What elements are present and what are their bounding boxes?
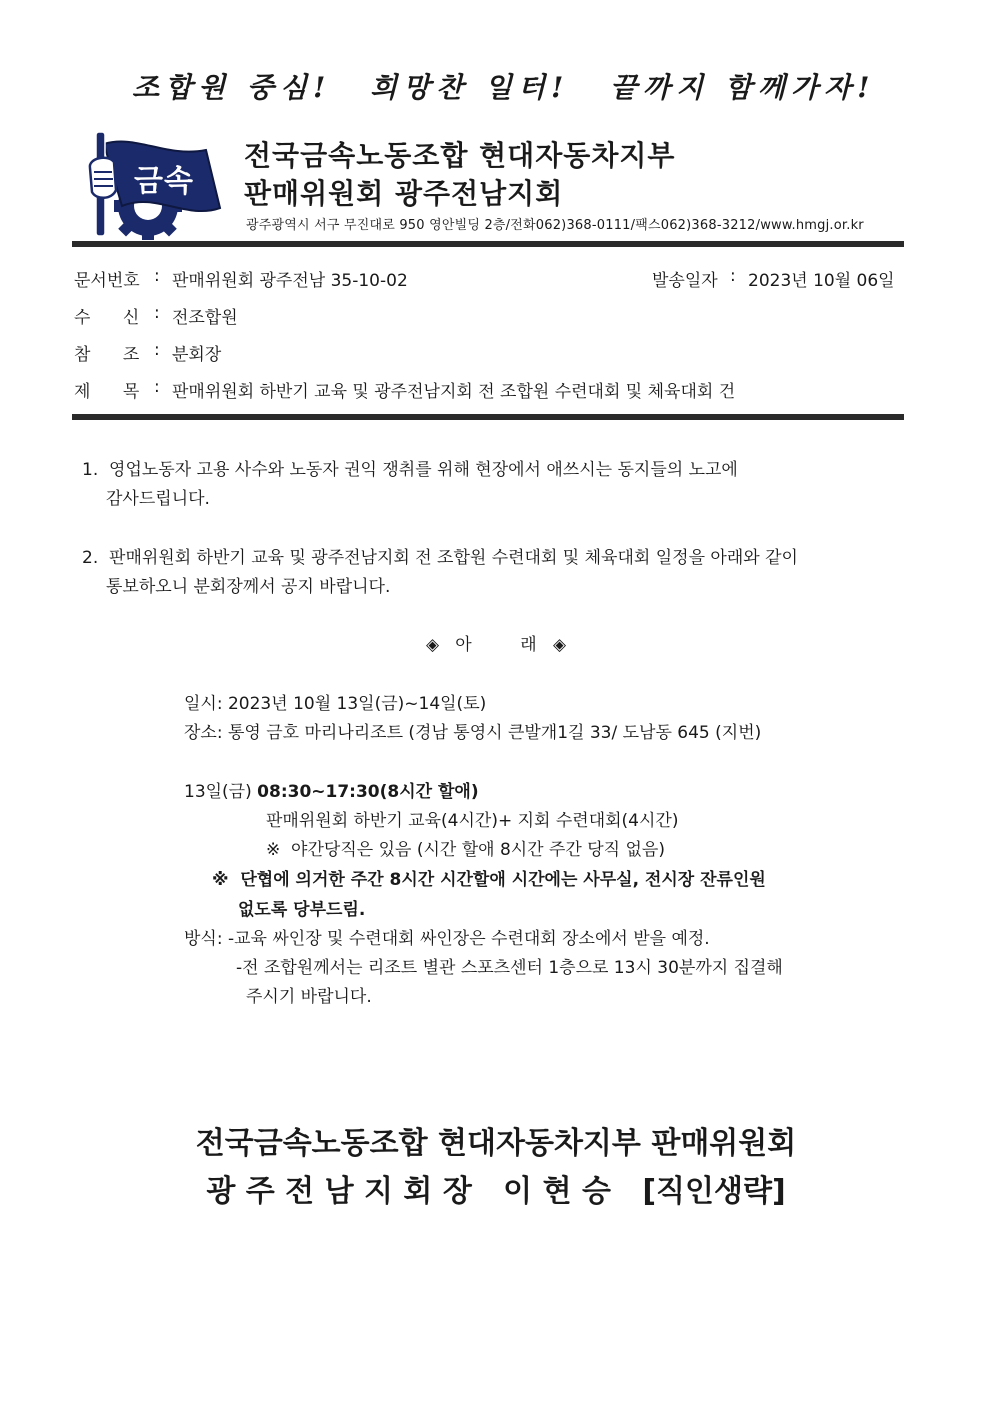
colon: :	[154, 340, 160, 360]
colon: :	[730, 266, 736, 286]
notice-line1: ※ 단협에 의거한 주간 8시간 시간할애 시간에는 사무실, 전시장 잔류인원	[212, 870, 766, 890]
method-line3: 주시기 바랍니다.	[246, 987, 372, 1007]
header-rule-top	[72, 241, 904, 247]
reference-label: 참 조	[74, 345, 140, 365]
signature-name: 광 주 전 남 지 회 장 이 현 승 [직인생략]	[206, 1174, 786, 1209]
org-name-line1: 전국금속노동조합 현대자동차지부	[244, 139, 676, 172]
method-line2: -전 조합원께서는 리조트 별관 스포츠센터 1층으로 13시 30분까지 집결해	[236, 958, 783, 978]
doc-no: 판매위원회 광주전남 35-10-02	[172, 271, 408, 291]
colon: :	[154, 303, 160, 323]
org-name-line2: 판매위원회 광주전남지회	[244, 177, 564, 210]
doc-no-label: 문서번호	[74, 271, 140, 291]
below-heading: ◈ 아 래 ◈	[425, 635, 567, 655]
slogan-part2: 희망찬 일터!	[370, 71, 570, 104]
org-address: 광주광역시 서구 무진대로 950 영안빌딩 2층/전화062)368-0111/팩스062)368-3212/www.hmgj.or.kr	[246, 218, 864, 233]
day13-prefix: 13일(금)	[184, 782, 258, 802]
paragraph-2-line2: 통보하오니 분회장께서 공지 바랍니다.	[106, 577, 391, 597]
reference: 분회장	[172, 345, 222, 365]
recipient-label: 수 신	[74, 308, 140, 328]
slogan-part3: 끝까지 함께가자!	[610, 71, 876, 104]
signature-org: 전국금속노동조합 현대자동차지부 판매위원회	[195, 1126, 797, 1161]
day13-schedule	[184, 777, 479, 802]
header-rule-bottom	[72, 414, 904, 420]
day13-time: 08:30~17:30(8시간 할애)	[257, 782, 479, 802]
event-place: 장소: 통영 금호 마리나리조트 (경남 통영시 큰발개1길 33/ 도남동 645 (지번)	[184, 723, 762, 743]
paragraph-2-line1: 2. 판매위원회 하반기 교육 및 광주전남지회 전 조합원 수련대회 및 체육대회 일정을 아래와 같이	[82, 548, 798, 568]
union-logo	[86, 128, 226, 240]
event-date: 일시: 2023년 10월 13일(금)~14일(토)	[184, 694, 487, 714]
logo-text: 금속	[134, 164, 194, 199]
paragraph-1-line2: 감사드립니다.	[106, 489, 210, 509]
notice-line2: 없도록 당부드림.	[238, 900, 366, 920]
program-line: 판매위원회 하반기 교육(4시간)+ 지회 수련대회(4시간)	[266, 811, 679, 831]
method-line1: 방식: -교육 싸인장 및 수련대회 싸인장은 수련대회 장소에서 받을 예정.	[184, 929, 710, 949]
paragraph-1-line1: 1. 영업노동자 고용 사수와 노동자 권익 쟁취를 위해 현장에서 애쓰시는 동지들의 노고에	[82, 460, 738, 480]
subject: 판매위원회 하반기 교육 및 광주전남지회 전 조합원 수련대회 및 체육대회 건	[172, 382, 736, 402]
send-date-label: 발송일자	[652, 271, 718, 291]
night-duty-note: ※ 야간당직은 있음 (시간 할애 8시간 주간 당직 없음)	[266, 840, 665, 860]
send-date: 2023년 10월 06일	[748, 271, 895, 291]
colon: :	[154, 266, 160, 286]
slogan-part1: 조합원 중심!	[132, 71, 332, 104]
colon: :	[154, 377, 160, 397]
recipient: 전조합원	[172, 308, 238, 328]
subject-label: 제 목	[74, 382, 140, 402]
